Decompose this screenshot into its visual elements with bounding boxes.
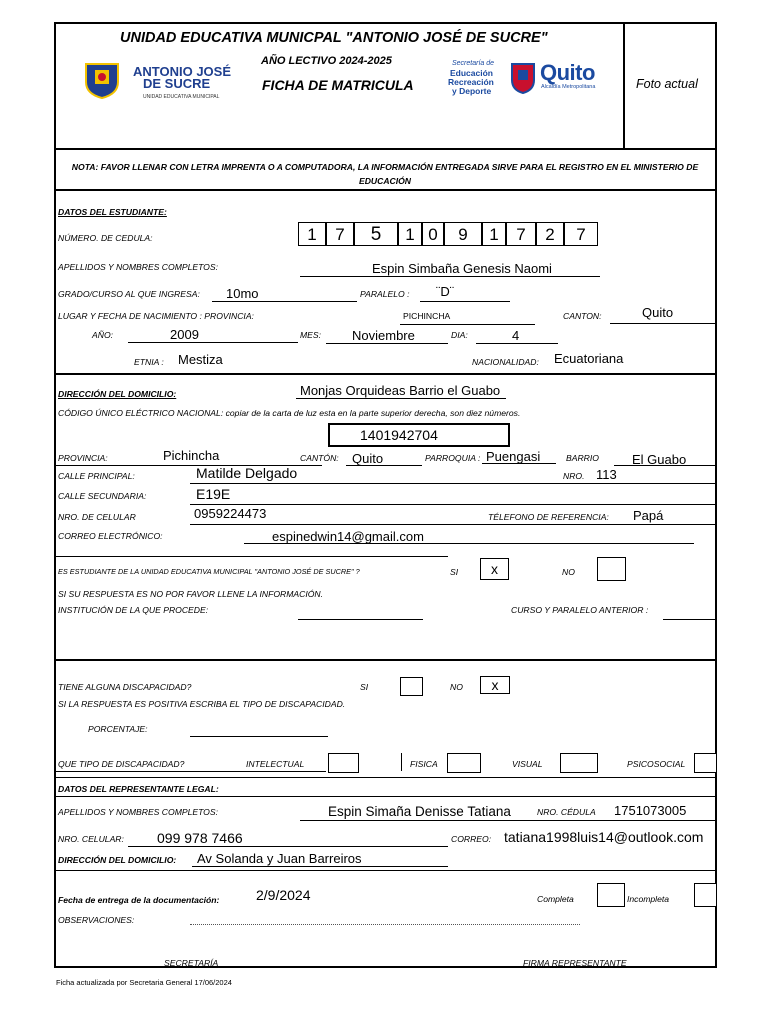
previous-no-checkbox[interactable] <box>597 557 626 581</box>
observaciones-label: OBSERVACIONES: <box>58 915 135 925</box>
day-label: DIA: <box>451 330 468 340</box>
year-label: AÑO: <box>92 330 114 340</box>
underline <box>610 323 716 324</box>
underline <box>482 463 556 464</box>
calle-secundaria-value[interactable]: E19E <box>196 486 231 502</box>
underline <box>420 301 510 302</box>
delivery-date[interactable]: 2/9/2024 <box>256 887 311 903</box>
divider <box>54 870 717 871</box>
completa-label: Completa <box>537 894 574 904</box>
rep-names-value[interactable]: Espin Simaña Denisse Tatiana <box>328 804 511 819</box>
divider <box>401 753 402 771</box>
nacionalidad-label: NACIONALIDAD: <box>472 357 539 367</box>
paralelo-label: PARALELO : <box>360 289 410 299</box>
underline <box>56 771 326 772</box>
rep-email-label: CORREO: <box>451 834 492 844</box>
year-value[interactable]: 2009 <box>170 327 199 342</box>
day-value[interactable]: 4 <box>512 328 520 343</box>
fisica-checkbox[interactable] <box>447 753 481 773</box>
etnia-label: ETNIA : <box>134 357 164 367</box>
rep-names-label: APELLIDOS Y NOMBRES COMPLETOS: <box>58 807 218 817</box>
code-label: CÓDIGO ÚNICO ELÉCTRICO NACIONAL: copiar de la carta de luz esta en la parte superior derecha, son diez números. <box>58 408 521 418</box>
celular-value[interactable]: 0959224473 <box>194 506 267 521</box>
month-value[interactable]: Noviembre <box>352 328 415 343</box>
underline <box>128 342 298 343</box>
rep-email-value[interactable]: tatiana1998luis14@outlook.com <box>504 829 704 845</box>
logo-line2: DE SUCRE <box>143 76 211 91</box>
photo-divider <box>623 22 625 149</box>
cedula-digit[interactable]: 9 <box>444 222 482 246</box>
calle-principal-value[interactable]: Matilde Delgado <box>196 465 298 481</box>
cedula-digit[interactable]: 7 <box>326 222 354 246</box>
fisica-label: FISICA <box>410 759 438 769</box>
secretaria-line4: y Deporte <box>452 86 492 96</box>
birth-province[interactable]: PICHINCHA <box>403 311 451 321</box>
logo-sub: UNIDAD EDUCATIVA MUNICIPAL <box>143 94 220 100</box>
disability-no-label: NO <box>450 682 463 692</box>
nacionalidad-value[interactable]: Ecuatoriana <box>554 351 624 366</box>
underline <box>614 465 716 466</box>
referencia-value[interactable]: Papá <box>633 508 664 523</box>
provincia-value[interactable]: Pichincha <box>163 448 220 463</box>
disability-no-checkbox[interactable]: x <box>480 676 510 694</box>
firma-signature-label: FIRMA REPRESENTANTE <box>523 958 627 968</box>
parroquia-value[interactable]: Puengasi <box>486 449 541 464</box>
logo-line1: ANTONIO JOSÉ <box>133 64 232 79</box>
incompleta-label: Incompleta <box>627 894 670 904</box>
divider <box>54 659 717 661</box>
previous-si-label: SI <box>450 567 459 577</box>
provincia-label: PROVINCIA: <box>58 453 108 463</box>
cedula-digit[interactable]: 7 <box>506 222 536 246</box>
email-value[interactable]: espinedwin14@gmail.com <box>272 529 424 544</box>
parroquia-label: PARROQUIA : <box>425 453 481 463</box>
divider <box>54 189 717 191</box>
visual-checkbox[interactable] <box>560 753 598 773</box>
cedula-digit[interactable]: 1 <box>482 222 506 246</box>
underline <box>190 736 328 737</box>
school-shield-icon <box>82 60 122 100</box>
underline <box>476 343 558 344</box>
visual-label: VISUAL <box>512 759 543 769</box>
secretaria-signature-label: SECRETARÍA <box>164 958 219 968</box>
underline <box>346 465 422 466</box>
birth-label: LUGAR Y FECHA DE NACIMIENTO : PROVINCIA: <box>58 311 254 321</box>
cedula-digit[interactable]: 7 <box>564 222 598 246</box>
disability-si-checkbox[interactable] <box>400 677 423 696</box>
intelectual-label: INTELECTUAL <box>246 759 305 769</box>
secretaria-line3: Recreación <box>448 77 494 87</box>
underline <box>212 301 357 302</box>
underline <box>56 796 717 797</box>
psicosocial-checkbox[interactable] <box>694 753 717 773</box>
disability-if-yes: SI LA RESPUESTA ES POSITIVA ESCRIBA EL TIPO DE DISCAPACIDAD. <box>58 699 346 709</box>
email-label: CORREO ELECTRÓNICO: <box>58 531 163 541</box>
divider <box>54 148 717 150</box>
note-text: NOTA: FAVOR LLENAR CON LETRA IMPRENTA O A COMPUTADORA, LA INFORMACIÓN ENTREGADA SIRVE PARA EL REGISTRO EN EL MINISTERIO DE EDUCACIÓN <box>71 162 699 186</box>
psicosocial-label: PSICOSOCIAL <box>627 759 686 769</box>
underline <box>56 556 448 557</box>
underline <box>192 866 448 867</box>
incompleta-checkbox[interactable] <box>694 883 717 907</box>
representative-section-title: DATOS DEL REPRESENTANTE LEGAL: <box>58 784 219 794</box>
rep-cedula-value[interactable]: 1751073005 <box>614 803 687 818</box>
intelectual-checkbox[interactable] <box>328 753 359 773</box>
underline <box>663 619 717 620</box>
rep-address-value[interactable]: Av Solanda y Juan Barreiros <box>197 851 362 866</box>
form-title: FICHA DE MATRICULA <box>262 77 414 93</box>
underline <box>400 324 535 325</box>
previous-no-label: NO <box>562 567 575 577</box>
updated-note: Ficha actualizada por Secretaria General 17/06/2024 <box>56 978 232 987</box>
rep-cedula-label: NRO. CÉDULA <box>537 807 596 817</box>
underline <box>300 276 600 277</box>
underline <box>326 343 448 344</box>
school-year: AÑO LECTIVO 2024-2025 <box>261 55 392 67</box>
address-section-title: DIRECCIÓN DEL DOMICILIO: <box>58 389 177 399</box>
disability-question: TIENE ALGUNA DISCAPACIDAD? <box>58 682 192 692</box>
underline <box>296 398 506 399</box>
quito-shield-icon <box>510 62 536 94</box>
electric-code-value[interactable]: 1401942704 <box>328 423 510 447</box>
barrio-value[interactable]: El Guabo <box>632 452 687 467</box>
rep-celular-value[interactable]: 099 978 7466 <box>157 830 243 846</box>
underline <box>244 543 694 544</box>
month-label: MES: <box>300 330 322 340</box>
cedula-digit[interactable]: 1 <box>298 222 326 246</box>
nro-value[interactable]: 113 <box>596 467 617 482</box>
underline <box>298 619 423 620</box>
calle-principal-label: CALLE PRINCIPAL: <box>58 471 135 481</box>
quito-logo-text: Quito <box>540 60 595 85</box>
nro-label: NRO. <box>563 471 585 481</box>
paralelo-value[interactable]: ¨D¨ <box>436 284 455 299</box>
cedula-label: NÚMERO. DE CEDULA: <box>58 233 153 243</box>
course-label: CURSO Y PARALELO ANTERIOR : <box>511 605 649 615</box>
observaciones-line <box>190 924 580 925</box>
barrio-label: BARRIO <box>566 453 599 463</box>
photo-label: Foto actual <box>636 77 698 91</box>
school-name: UNIDAD EDUCATIVA MUNICPAL "ANTONIO JOSÉ DE SUCRE" <box>120 30 548 46</box>
institution-label: INSTITUCIÓN DE LA QUE PROCEDE: <box>58 605 209 615</box>
canton-value[interactable]: Quito <box>642 305 674 320</box>
canton-label: CANTON: <box>563 311 602 321</box>
celular-label: NRO. DE CELULAR <box>58 512 136 522</box>
cedula-digit[interactable]: 1 <box>398 222 422 246</box>
canton2-label: CANTÓN: <box>300 453 339 463</box>
names-label: APELLIDOS Y NOMBRES COMPLETOS: <box>58 262 218 272</box>
canton2-value[interactable]: Quito <box>352 451 384 466</box>
divider <box>54 373 717 375</box>
percent-label: PORCENTAJE: <box>88 724 148 734</box>
divider <box>190 524 717 525</box>
cedula-digit[interactable]: 2 <box>536 222 564 246</box>
previous-question: ES ESTUDIANTE DE LA UNIDAD EDUCATIVA MUNICIPAL "ANTONIO JOSÉ DE SUCRE" ? <box>58 567 360 576</box>
calle-secundaria-label: CALLE SECUNDARIA: <box>58 491 147 501</box>
student-section-title: DATOS DEL ESTUDIANTE: <box>58 207 167 217</box>
disability-si-label: SI <box>360 682 369 692</box>
delivery-label: Fecha de entrega de la documentación: <box>58 895 220 905</box>
grade-value[interactable]: 10mo <box>226 286 259 301</box>
quito-sub: Alcaldía Metropolitana <box>541 84 596 90</box>
secretaria-line2: Educación <box>450 68 493 78</box>
referencia-label: TÉLEFONO DE REFERENCIA: <box>488 512 609 522</box>
previous-si-checkbox[interactable]: x <box>480 558 509 580</box>
divider <box>190 483 717 484</box>
cedula-digit[interactable]: 5 <box>354 222 398 246</box>
disability-type-label: QUE TIPO DE DISCAPACIDAD? <box>58 759 185 769</box>
rep-celular-label: NRO. CELULAR: <box>58 834 124 844</box>
underline <box>128 846 448 847</box>
address-value[interactable]: Monjas Orquideas Barrio el Guabo <box>300 383 501 398</box>
cedula-digit[interactable]: 0 <box>422 222 444 246</box>
divider <box>54 777 717 778</box>
student-names[interactable]: Espin Simbaña Genesis Naomi <box>372 261 552 276</box>
etnia-value[interactable]: Mestiza <box>178 352 223 367</box>
divider <box>190 504 717 505</box>
rep-address-label: DIRECCIÓN DEL DOMICILIO: <box>58 855 177 865</box>
grade-label: GRADO/CURSO AL QUE INGRESA: <box>58 289 200 299</box>
previous-if-no: SI SU RESPUESTA ES NO POR FAVOR LLENE LA INFORMACIÓN. <box>58 589 324 599</box>
secretaria-line1: Secretaría de <box>452 60 495 67</box>
completa-checkbox[interactable] <box>597 883 625 907</box>
underline <box>300 820 717 821</box>
